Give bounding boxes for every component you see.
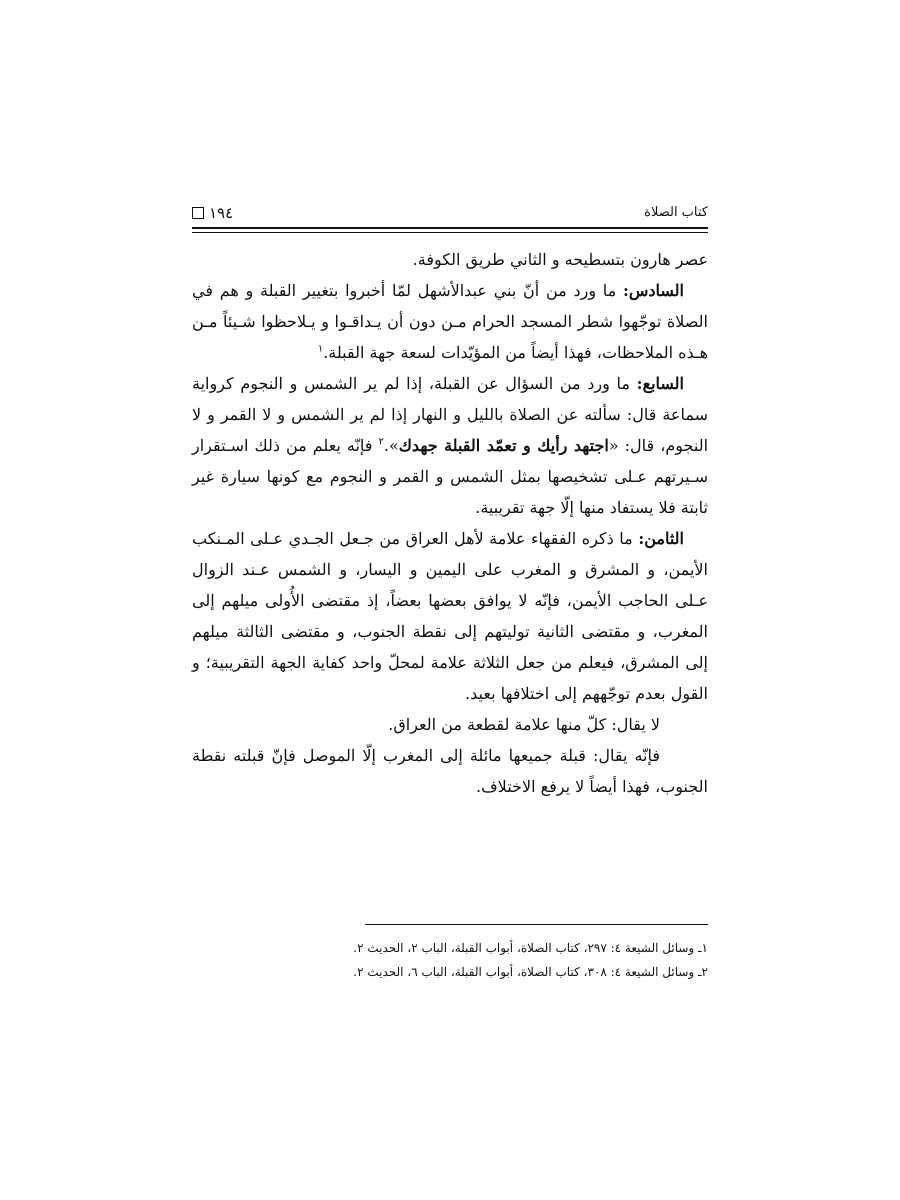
paragraph-seventh <box>192 368 708 523</box>
sixth-text: ما ورد من أنّ بني عبدالأشهل لمّا أخبروا بتغيير القبلة و هم في الصلاة توجّهوا شطر المسجد الحرام مـن دون أن يـداقـوا و يـلاحظوا شـيئاً مـن هـذه الملاحظات، فهذا أيضاً من المؤيّدات لسعة جهة القبلة. <box>192 281 708 362</box>
page-number-text: ١٩٤ <box>209 204 234 222</box>
footnote-1: ١ـ وسائل الشيعة ٤: ٢٩٧، كتاب الصلاة، أبواب القبلة، الباب ٢، الحديث ٢. <box>353 941 708 955</box>
footnote-2: ٢ـ وسائل الشيعة ٤: ٣٠٨، كتاب الصلاة، أبواب القبلة، الباب ٦، الحديث ٢. <box>353 965 708 979</box>
seventh-quote: اجتهد رأيك و تعمّد القبلة جهدك <box>398 436 609 455</box>
paragraph-reply: فإنّه يقال: قبلة جميعها مائلة إلى المغرب إلّا الموصل فإنّ قبلته نقطة الجنوب، فهذا أيضاً لا يرفع الاختلاف. <box>192 746 708 796</box>
seventh-text-2: ». <box>383 436 399 455</box>
paragraph-objection: لا يقال: كلّ منها علامة لقطعة من العراق. <box>388 715 660 734</box>
header-rule-thin <box>192 232 708 233</box>
square-marker-icon <box>192 207 204 219</box>
eighth-text: ما ذكره الفقهاء علامة لأهل العراق من جـعل الجـدي عـلى المـنكب الأيمن، و المشرق و المغرب على اليمين و اليسار، و الشمس عـند الزوال عـلى الحاجب الأيمن، فإنّه لا يوافق بعضها بعضاً، إذ مقتضى الأُولى ميلهم إلى المغرب، و مقتضى الثانية توليتهم إلى نقطة الجنوب، و مقتضى الثالثة ميلهم إلى المشرق، فيعلم من جعل الثلاثة علامة لمحلّ واحد كفاية الجهة التقريبية؛ و القول بعدم توجّههم إلى اختلافها بعيد. <box>192 529 708 703</box>
paragraph-0: عصر هارون بتسطيحه و الثاني طريق الكوفة. <box>412 250 708 269</box>
paragraph-eighth <box>192 523 708 709</box>
seventh-heading: السابع: <box>636 374 684 393</box>
sixth-heading: السادس: <box>622 281 684 300</box>
footnotes <box>192 936 708 984</box>
paragraph-sixth <box>192 275 708 368</box>
header-rule-thick <box>192 227 708 229</box>
footnote-rule <box>365 924 708 925</box>
seventh-text-1: ما ورد من السؤال عن القبلة، إذا لم ير الشمس و النجوم كرواية سماعة قال: سألته عن الصلاة بالليل و النهار إذا لم ير الشمس و لا القمر و لا النجوم، قال: « <box>192 374 709 455</box>
footnote-ref-1: ١ <box>317 343 324 355</box>
book-title: كتاب الصلاة <box>644 205 708 220</box>
main-text <box>192 244 708 802</box>
page-header <box>192 196 708 228</box>
footnote-ref-2: ٢ <box>378 436 384 448</box>
page-number <box>192 204 233 222</box>
seventh-text-3: فإنّه يعلم من ذلك اسـتقرار سـيرتهم عـلى تشخيصها بمثل الشمس و القمر و النجوم مع كونها سيارة غير ثابتة فلا يستفاد منها إلّا جهة تقريبية. <box>192 436 708 517</box>
eighth-heading: الثامن: <box>638 529 684 548</box>
